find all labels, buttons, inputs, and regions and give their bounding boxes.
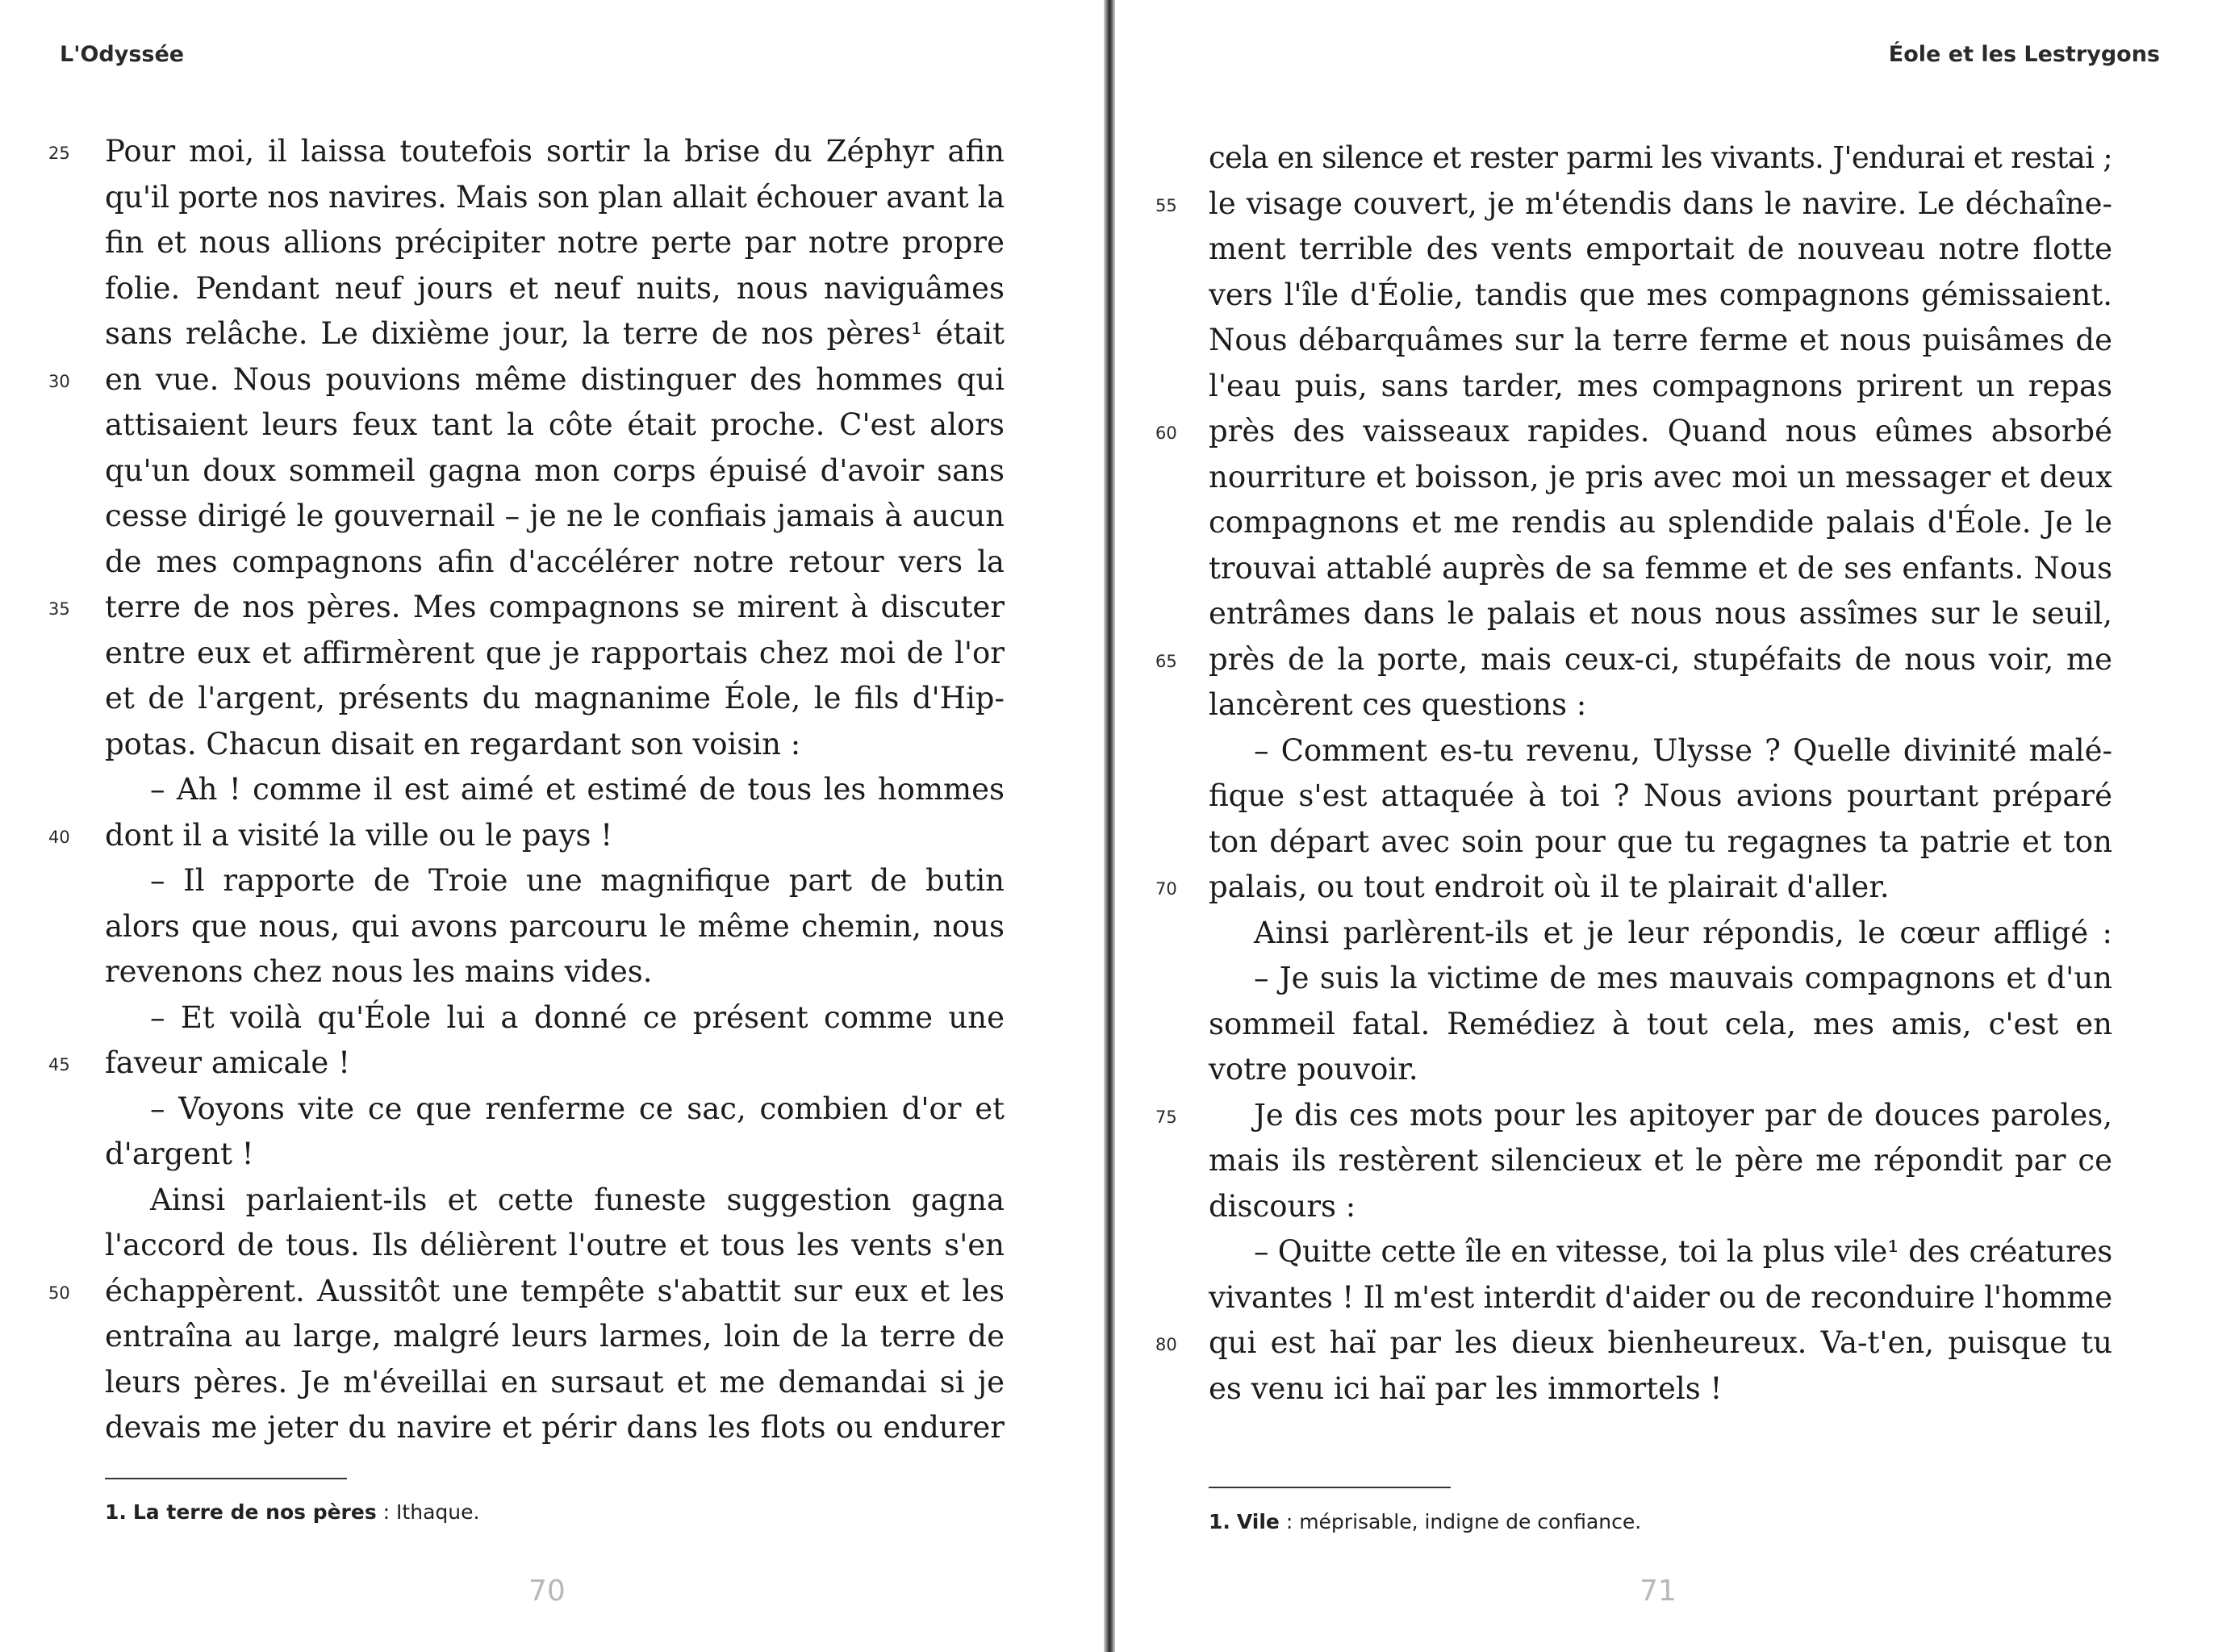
text-line: attisaient leurs feux tant la côte était proche. C'est alors [105,407,1005,442]
text-line: Ainsi parlaient-ils et cette funeste suggestion gagna [150,1182,1005,1217]
text-line: ton départ avec soin pour que tu regagnes ta patrie et ton [1209,824,2112,859]
text-line: nourriture et boisson, je pris avec moi un messager et deux [1209,459,2112,494]
text-line: près des vaisseaux rapides. Quand nous eûmes absorbé [1209,414,2112,448]
text-line: le visage couvert, je m'étendis dans le navire. Le déchaîne- [1209,186,2112,221]
text-line: entrâmes dans le palais et nous nous assîmes sur le seuil, [1209,596,2112,631]
text-line: fique s'est attaquée à toi ? Nous avions pourtant préparé [1209,778,2112,813]
text-line: près de la porte, mais ceux-ci, stupéfaits de nous voir, me [1209,641,2112,677]
footnote-number: 1. [1209,1510,1230,1533]
text-line: cela en silence et rester parmi les vivants. J'endurai et restai ; [1209,140,2113,175]
footnote-definition: méprisable, indigne de confiance. [1299,1510,1642,1533]
line-number: 65 [1155,651,1177,671]
text-line: – Et voilà qu'Éole lui a donné ce présent comme une [150,999,1005,1035]
text-line: l'eau puis, sans tarder, mes compagnons prirent un repas [1209,368,2112,403]
footnote-left [105,1500,479,1524]
text-line: échappèrent. Aussitôt une tempête s'abattit sur eux et les [105,1273,1005,1308]
footnote-term: Vile [1236,1510,1280,1533]
right-page [1115,0,2239,1652]
line-number: 30 [48,371,70,391]
footnote-term: La terre de nos pères [132,1500,377,1524]
text-line: – Il rapporte de Troie une magnifique part de butin [150,863,1005,898]
footnote-right [1209,1510,1641,1533]
text-line: palais, ou tout endroit où il te plairait d'aller. [1209,870,1890,904]
text-line: – Quitte cette île en vitesse, toi la plus vile¹ des créatures [1254,1234,2112,1269]
text-line: – Ah ! comme il est aimé et estimé de tous les hommes [150,772,1005,807]
text-line: Pour moi, il laissa toutefois sortir la brise du Zéphyr afin [105,134,1005,169]
footnote-number: 1. [105,1500,127,1524]
page-number-left: 70 [528,1575,566,1608]
text-line: qui est haï par les dieux bienheureux. Va-t'en, puisque tu [1209,1325,2112,1360]
line-number: 25 [48,144,70,163]
text-line: terre de nos pères. Mes compagnons se mirent à discuter [105,590,1005,624]
text-line: – Je suis la victime de mes mauvais compagnons et d'un [1254,961,2112,995]
line-number: 50 [48,1283,70,1303]
footnote-rule-right [1209,1487,1451,1488]
text-line: vers l'île d'Éolie, tandis que mes compagnons gémissaient. [1209,277,2112,312]
line-number: 80 [1155,1335,1177,1354]
line-number: 60 [1155,423,1177,443]
text-line: Ainsi parlèrent-ils et je leur répondis, le cœur affligé : [1254,915,2112,950]
text-line: vivantes ! Il m'est interdit d'aider ou de reconduire l'homme [1209,1279,2112,1315]
text-line: Je dis ces mots pour les apitoyer par de douces paroles, [1254,1097,2112,1133]
line-number: 75 [1155,1107,1177,1127]
text-line: de mes compagnons afin d'accélérer notre retour vers la [105,544,1005,579]
text-line: en vue. Nous pouvions même distinguer des hommes qui [105,361,1005,397]
text-line: fin et nous allions précipiter notre perte par notre propre [105,225,1005,260]
book-gutter [1104,0,1115,1652]
text-line: folie. Pendant neuf jours et neuf nuits, nous naviguâmes [105,270,1005,306]
page-number-right: 71 [1640,1575,1677,1608]
text-line: compagnons et me rendis au splendide palais d'Éole. Je le [1209,505,2112,540]
text-line: qu'il porte nos navires. Mais son plan allait échouer avant la [105,179,1005,215]
footnote-separator: : [376,1500,397,1524]
line-number: 70 [1155,879,1177,899]
text-line: l'accord de tous. Ils délièrent l'outre et tous les vents s'en [105,1228,1005,1262]
text-line: sans relâche. Le dixième jour, la terre de nos pères¹ était [105,316,1005,351]
text-line: faveur amicale ! [105,1045,350,1080]
text-line: trouvai attablé auprès de sa femme et de ses enfants. Nous [1209,550,2112,586]
text-line: entraîna au large, malgré leurs larmes, loin de la terre de [105,1319,1005,1354]
running-head-left: L'Odyssée [60,42,185,67]
text-line: – Comment es-tu revenu, Ulysse ? Quelle divinité malé- [1254,732,2112,768]
text-line: votre pouvoir. [1209,1052,1418,1087]
footnote-rule-left [105,1478,347,1479]
left-page [0,0,1105,1652]
line-number: 35 [48,599,70,619]
text-line: Nous débarquâmes sur la terre ferme et nous puisâmes de [1209,323,2112,357]
text-line: d'argent ! [105,1137,254,1171]
footnote-separator: : [1279,1510,1300,1533]
text-line: leurs pères. Je m'éveillai en sursaut et me demandai si je [105,1364,1005,1400]
text-line: mais ils restèrent silencieux et le père me répondit par ce [1209,1143,2112,1178]
text-line: sommeil fatal. Remédiez à tout cela, mes amis, c'est en [1209,1006,2112,1041]
text-line: entre eux et affirmèrent que je rapportais chez moi de l'or [105,635,1005,670]
line-number: 45 [48,1055,70,1074]
text-line: devais me jeter du navire et périr dans les flots ou endurer [105,1410,1005,1445]
running-head-right: Éole et les Lestrygons [1888,42,2160,67]
text-line: discours : [1209,1188,1356,1224]
line-number: 40 [48,827,70,847]
text-line: dont il a visité la ville ou le pays ! [105,817,613,853]
text-line: potas. Chacun disait en regardant son voisin : [105,726,801,761]
text-line: qu'un doux sommeil gagna mon corps épuisé d'avoir sans [105,453,1005,488]
text-line: revenons chez nous les mains vides. [105,954,653,989]
text-line: lancèrent ces questions : [1209,687,1587,722]
text-line: alors que nous, qui avons parcouru le même chemin, nous [105,908,1005,944]
text-line: et de l'argent, présents du magnanime Éole, le fils d'Hip- [105,681,1005,715]
text-line: ment terrible des vents emportait de nouveau notre flotte [1209,232,2112,266]
footnote-definition: Ithaque. [396,1500,480,1524]
text-line: cesse dirigé le gouvernail – je ne le confiais jamais à aucun [105,499,1005,533]
text-line: – Voyons vite ce que renferme ce sac, combien d'or et [150,1091,1005,1126]
line-number: 55 [1155,195,1177,215]
text-line: es venu ici haï par les immortels ! [1209,1370,1723,1406]
